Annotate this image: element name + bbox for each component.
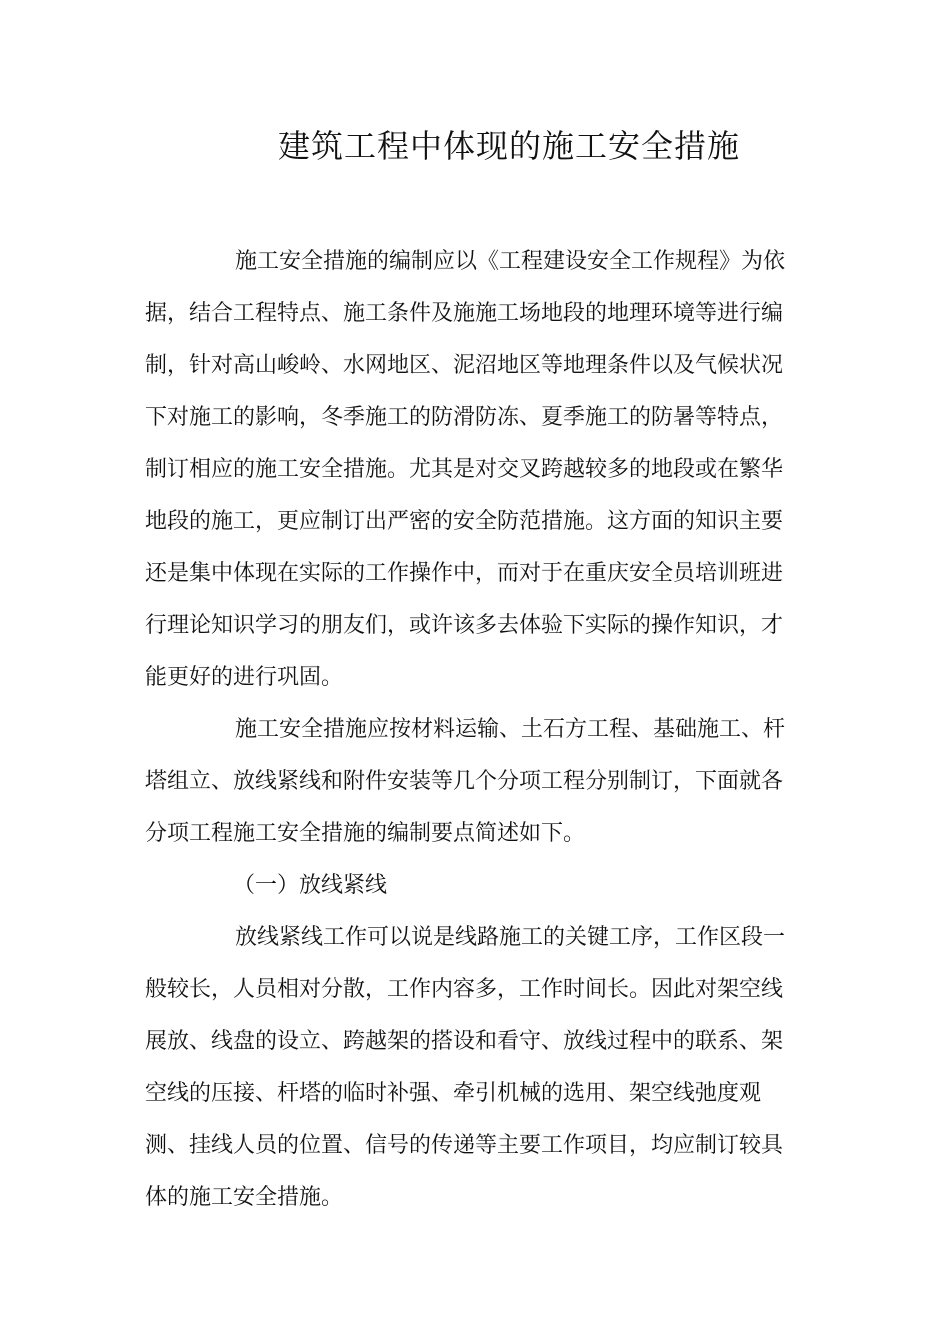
paragraph-2-line-3: 分项工程施工安全措施的编制要点简述如下。 bbox=[145, 821, 586, 846]
paragraph-1-line-6: 地段的施工，更应制订出严密的安全防范措施。这方面的知识主要 bbox=[145, 509, 784, 534]
paragraph-1-line-7: 还是集中体现在实际的工作操作中，而对于在重庆安全员培训班进 bbox=[145, 561, 784, 586]
paragraph-1-line-2: 据，结合工程特点、施工条件及施施工场地段的地理环境等进行编 bbox=[145, 301, 784, 326]
paragraph-3-line-2: 般较长，人员相对分散，工作内容多，工作时间长。因此对架空线 bbox=[145, 977, 784, 1002]
document-title: 建筑工程中体现的施工安全措施 bbox=[277, 127, 740, 165]
paragraph-3-line-6: 体的施工安全措施。 bbox=[145, 1185, 344, 1210]
paragraph-3-line-4: 空线的压接、杆塔的临时补强、牵引机械的选用、架空线弛度观 bbox=[145, 1081, 762, 1106]
paragraph-1-line-3: 制，针对高山峻岭、水网地区、泥沼地区等地理条件以及气候状况 bbox=[145, 353, 784, 378]
paragraph-2-line-2: 塔组立、放线紧线和附件安装等几个分项工程分别制订，下面就各 bbox=[145, 769, 784, 794]
paragraph-3-line-3: 展放、线盘的设立、跨越架的搭设和看守、放线过程中的联系、架 bbox=[145, 1029, 784, 1054]
paragraph-3-line-1: 放线紧线工作可以说是线路施工的关键工序，工作区段一 bbox=[235, 925, 786, 950]
paragraph-2-line-1: 施工安全措施应按材料运输、土石方工程、基础施工、杆 bbox=[235, 717, 786, 742]
paragraph-3-line-5: 测、挂线人员的位置、信号的传递等主要工作项目，均应制订较具 bbox=[145, 1133, 784, 1158]
section-heading: （一）放线紧线 bbox=[233, 873, 388, 898]
paragraph-1-line-1: 施工安全措施的编制应以《工程建设安全工作规程》为依 bbox=[235, 249, 786, 274]
paragraph-1-line-9: 能更好的进行巩固。 bbox=[145, 665, 344, 690]
paragraph-1-line-4: 下对施工的影响，冬季施工的防滑防冻、夏季施工的防暑等特点， bbox=[145, 405, 784, 430]
paragraph-1-line-8: 行理论知识学习的朋友们，或许该多去体验下实际的操作知识，才 bbox=[145, 613, 784, 638]
document-body bbox=[145, 236, 805, 1224]
paragraph-1-line-5: 制订相应的施工安全措施。尤其是对交叉跨越较多的地段或在繁华 bbox=[145, 457, 784, 482]
